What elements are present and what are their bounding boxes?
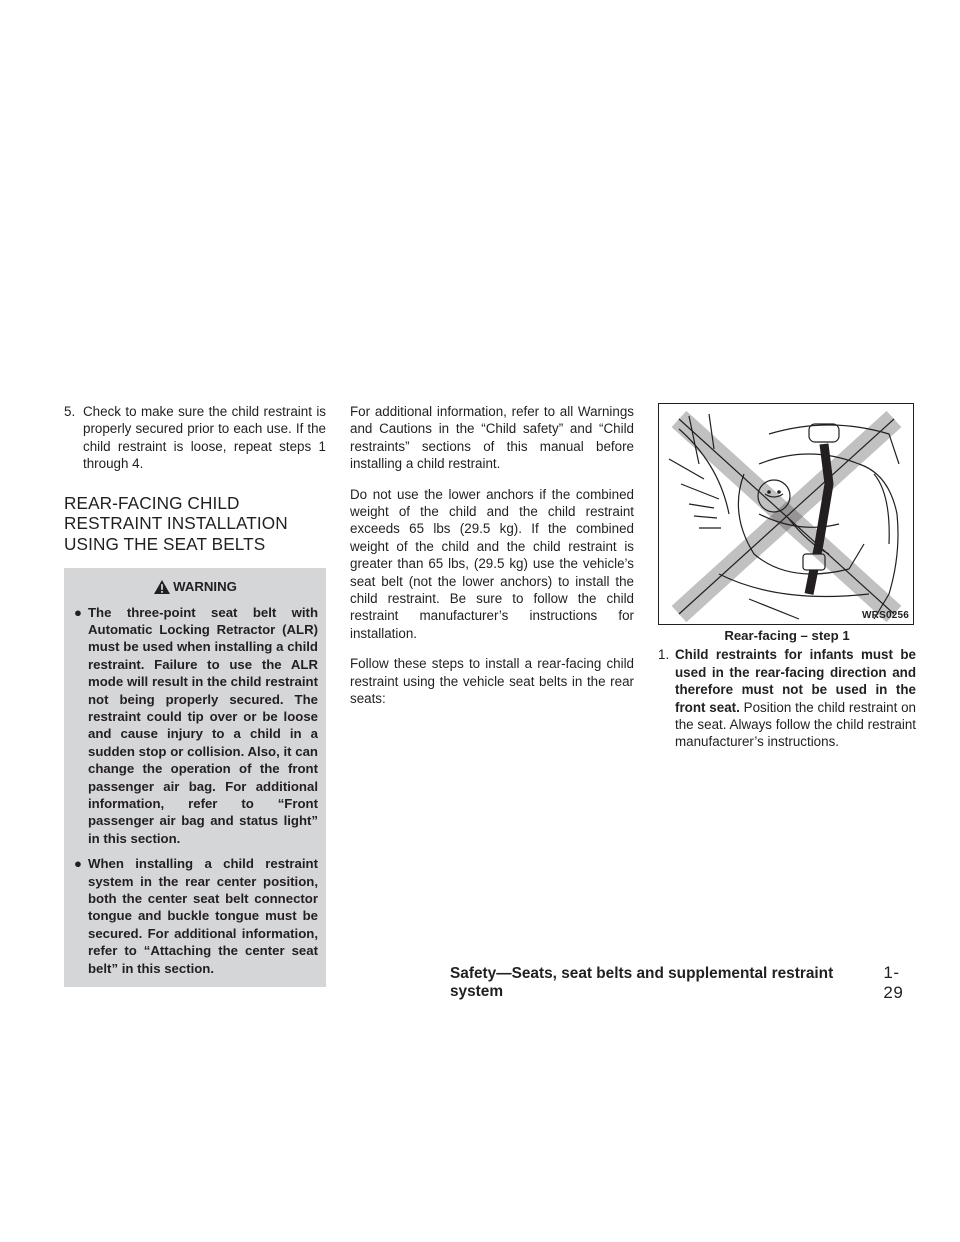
warning-bullet (72, 604, 318, 848)
child-restraint-illustration (659, 404, 913, 624)
warning-bullet (72, 855, 318, 977)
rear-facing-illustration (658, 403, 914, 625)
bullet-text: The three-point seat belt with Automatic Locking Retractor (ALR) must be used when installing a child restraint. Failure to use the ALR mode will result in the child restraint not being properly secured. The restraint could tip over or be loose and cause injury to a child in a sudden stop or collision. Also, it can change the operation of the front passenger air bag. For additional information, refer to “Front passenger air bag and status light” in this section. (88, 604, 318, 846)
step-number: 5. (64, 404, 76, 419)
step-text: Check to make sure the child restraint is properly secured prior to each use. If the child restraint is loose, repeat steps 1 through 4. (83, 404, 326, 472)
bullet-symbol: ● (74, 604, 82, 620)
paragraph: Do not use the lower anchors if the combined weight of the child and the child restraint exceeds 65 lbs (29.5 kg). If the combined weight of the child and the child restraint is greater than 65 lbs, (29.5 kg) use the vehicle’s seat belt (not the lower anchors) to install the child restraint. Be sure to follow the child restraint manufacturer’s instructions for installation. (350, 486, 634, 641)
figure-code: WRS0256 (862, 610, 909, 621)
warning-box (64, 568, 326, 987)
section-heading: REAR-FACING CHILD RESTRAINT INSTALLATION USING THE SEAT BELTS (64, 492, 288, 554)
step-bold-text: Child restraints for infants must be used in the rear-facing direction and therefore must not be used in the front seat. (675, 647, 916, 715)
left-column (64, 403, 326, 987)
right-column (658, 403, 916, 751)
step-number: 1. (658, 647, 670, 663)
bullet-text: When installing a child restraint system in the rear center position, both the center seat belt connector tongue and buckle tongue must be secured. For additional information, refer to “Attaching the center seat belt” in this section. (88, 856, 318, 976)
figure-caption: Rear-facing – step 1 (724, 628, 850, 643)
step-5 (64, 403, 326, 473)
warning-title (72, 578, 318, 595)
warning-label: WARNING (173, 579, 237, 595)
bullet-symbol: ● (74, 856, 82, 872)
paragraph: Follow these steps to install a rear-facing child restraint using the vehicle seat belts in the rear seats: (350, 656, 634, 707)
paragraph: For additional information, refer to all Warnings and Cautions in the “Child safety” and “Child restraints” sections of this manual before installing a child restraint. (350, 404, 634, 472)
middle-column (350, 403, 634, 721)
step-text: Position the child restraint on the seat. Always follow the child restraint manufacturer’s instructions. (675, 699, 916, 750)
step-1 (658, 646, 916, 750)
warning-icon (153, 579, 171, 595)
page-number: 1-29 (883, 963, 904, 1002)
footer-section-title: Safety—Seats, seat belts and supplemental restraint system (450, 965, 834, 1000)
page-footer (450, 963, 918, 1003)
